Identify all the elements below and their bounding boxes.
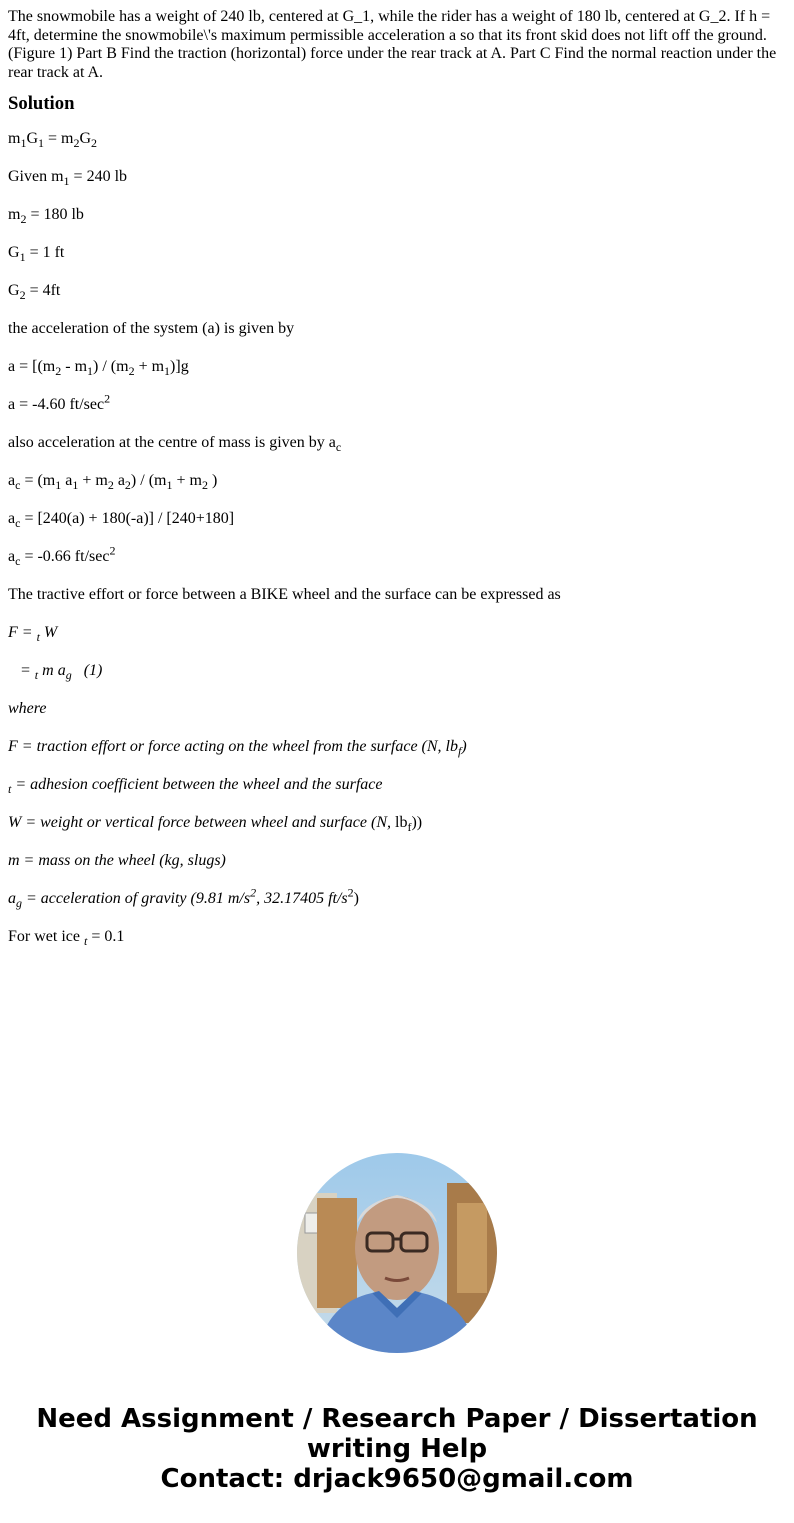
centre-of-mass-substitution-line: $a_c = [240(a) + 180(-a)] / [240+180]$ <box>8 510 235 531</box>
definition-ag-line: $a_g$ = acceleration of gravity (9.81 $m/s^2$, 32.17405 $ft/s^2$) <box>8 885 359 911</box>
promo-contact-line: Contact: drjack9650@gmail.com <box>160 1464 634 1494</box>
acceleration-result-line: a = -4.60 $ft/\sec^2$ <box>8 391 111 413</box>
definition-m-line: m = mass on the wheel (kg, slugs) <box>8 852 226 869</box>
document-body <box>8 8 786 957</box>
traction-formula-line: F = $_t$ W <box>8 624 58 645</box>
promo-banner <box>0 1404 794 1494</box>
equation-line-1: $m_1G_1 = m_2G_2$ <box>8 130 98 151</box>
author-portrait-image <box>297 1153 497 1353</box>
solution-heading: Solution <box>8 93 75 114</box>
tractive-effort-intro-line: The tractive effort or force between a BIKE wheel and the surface can be expressed as <box>8 586 561 603</box>
promo-line-1: Need Assignment / Research Paper / Dissertation <box>36 1404 758 1434</box>
acceleration-intro-line: the acceleration of the system (a) is given by <box>8 320 295 337</box>
where-line: where <box>8 700 47 717</box>
acceleration-formula-line: $a = [(m_2 - m_1) / (m_2 + m_1)]g$ <box>8 358 189 379</box>
centre-of-mass-result-line: $a_c = -0.66$ $ft/\sec^2$ <box>8 543 116 569</box>
centre-of-mass-intro-line: also acceleration at the centre of mass is given by $a_c$ <box>8 434 342 455</box>
definition-w-line: W = weight or vertical force between wheel and surface (N, $lb_f$)) <box>8 814 423 835</box>
given-g2-line: $G_2 = 4ft$ <box>8 282 61 303</box>
centre-of-mass-formula-line: $a_c = (m_1$ $a_1 + m_2$ $a_2) / (m_1 + m_2$ ) <box>8 472 218 493</box>
given-m1-line: Given $m_1 = 240$ lb <box>8 168 128 189</box>
given-m2-line: $m_2 = 180$ lb <box>8 206 84 227</box>
definition-f-line: F = traction effort or force acting on the wheel from the surface (N, $lb_f$) <box>8 738 467 759</box>
definition-mu-line: $_t$ = adhesion coefficient between the wheel and the surface <box>8 776 383 797</box>
author-avatar <box>297 1153 497 1353</box>
promo-line-2: writing Help <box>306 1434 488 1464</box>
question-text: The snowmobile has a weight of 240 lb, centered at G_1, while the rider has a weight of 180 lb, centered at G_2. If h = 4ft, determine the snowmobile\'s maximum permissible acceleration a so that its front skid does not lift off the ground. (Figure 1) Part B Find the traction (horizontal) force under the rear track at A. Part C Find the normal reaction under the rear track at A. <box>8 8 777 81</box>
given-g1-line: $G_1 = 1$ ft <box>8 244 65 265</box>
wet-ice-line: For wet ice $_t$ = 0.1 <box>8 928 125 949</box>
traction-formula-line-2: = $_t$ m $a_g$ (1) <box>8 662 103 683</box>
